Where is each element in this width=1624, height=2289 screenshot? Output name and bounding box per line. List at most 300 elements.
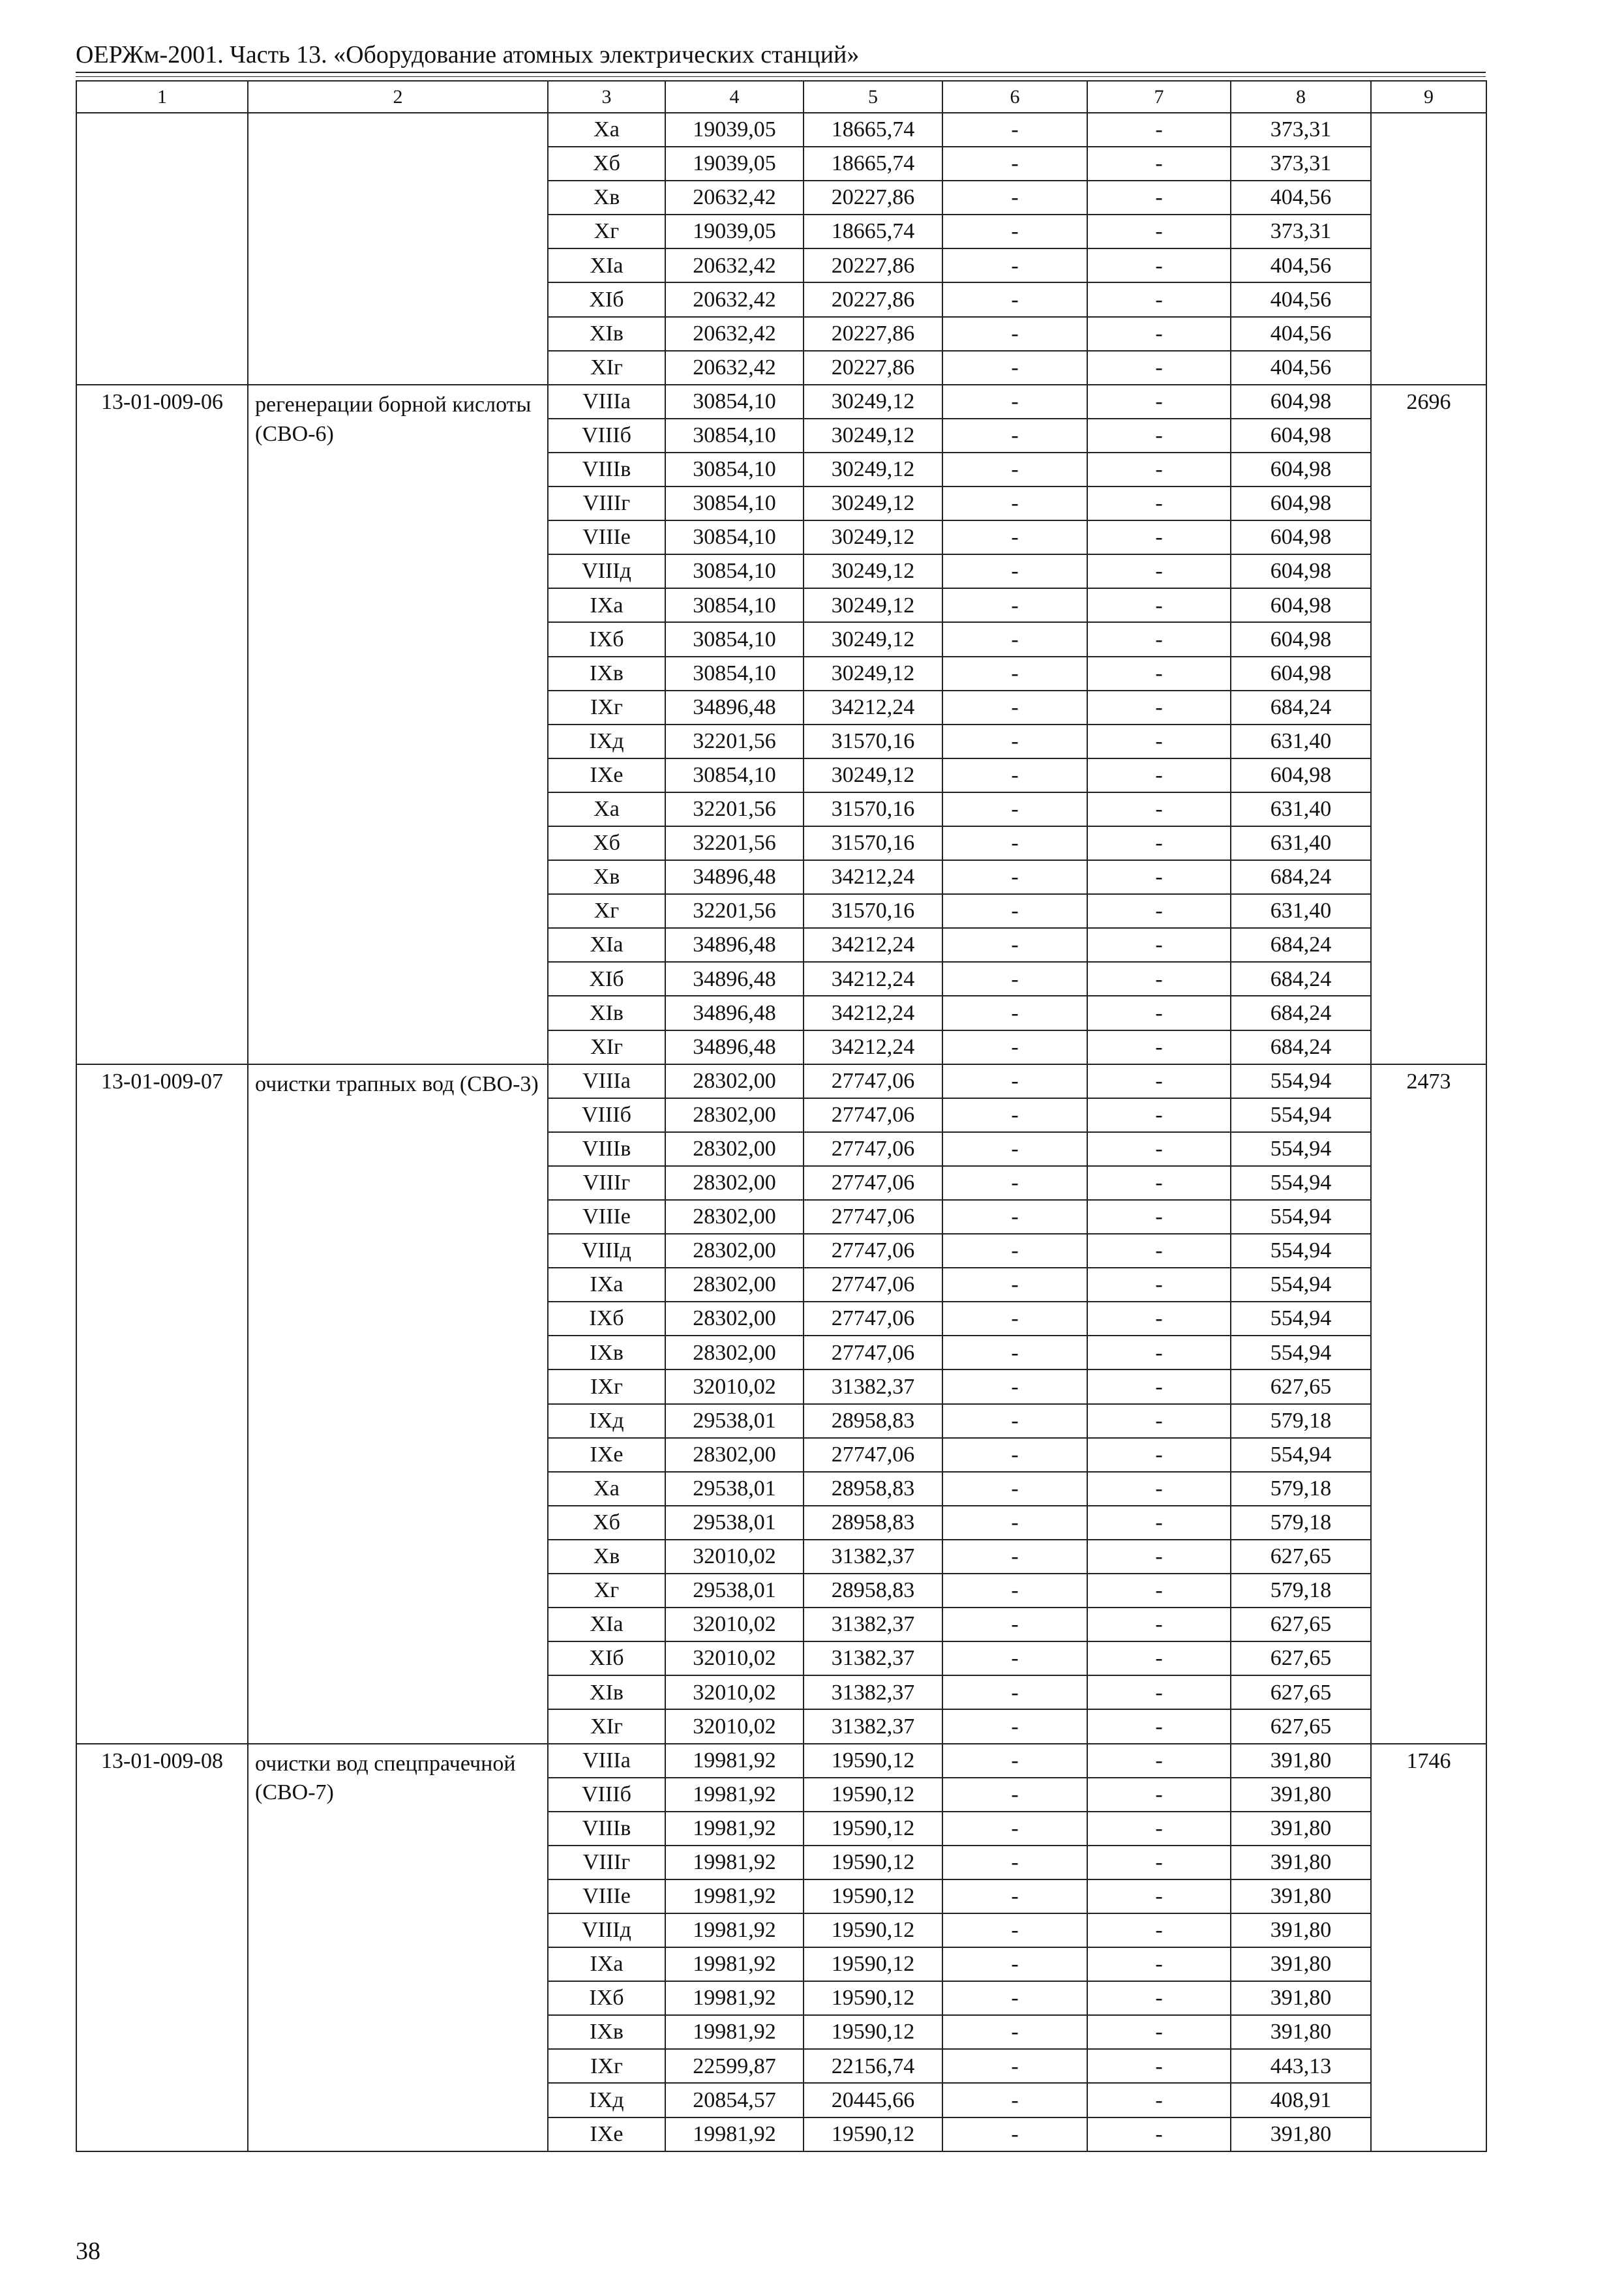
group-subtype: IХа	[548, 1947, 665, 1981]
labor-cost: -	[942, 1913, 1087, 1947]
total-cost: 20854,57	[665, 2083, 804, 2117]
labor-cost: -	[942, 1404, 1087, 1438]
table-body	[76, 81, 1486, 2151]
machine-cost: -	[1087, 419, 1231, 453]
labor-cost: -	[942, 1506, 1087, 1540]
materials-cost: 554,94	[1231, 1064, 1371, 1098]
rate-code	[76, 113, 248, 385]
machine-cost: -	[1087, 1200, 1231, 1234]
page-header-title: ОЕРЖм-2001. Часть 13. «Оборудование атомных электрических станций»	[76, 41, 860, 68]
equipment-cost: 34212,24	[804, 691, 942, 725]
materials-cost: 684,24	[1231, 928, 1371, 962]
machine-cost: -	[1087, 928, 1231, 962]
group-subtype: IХб	[548, 622, 665, 656]
labor-cost: -	[942, 1778, 1087, 1812]
total-cost: 32201,56	[665, 826, 804, 860]
column-number: 4	[665, 81, 804, 113]
group-subtype: Ха	[548, 792, 665, 826]
equipment-cost: 27747,06	[804, 1064, 942, 1098]
group-subtype: Хг	[548, 894, 665, 928]
group-subtype: VIIIг	[548, 1846, 665, 1879]
machine-cost: -	[1087, 1675, 1231, 1709]
group-subtype: IХе	[548, 1438, 665, 1472]
materials-cost: 579,18	[1231, 1404, 1371, 1438]
labor-cost: -	[942, 588, 1087, 622]
equipment-cost: 19590,12	[804, 1778, 942, 1812]
labor-cost: -	[942, 792, 1087, 826]
materials-cost: 684,24	[1231, 860, 1371, 894]
machine-cost: -	[1087, 1947, 1231, 1981]
total-cost: 19981,92	[665, 1913, 804, 1947]
labor-cost: -	[942, 2083, 1087, 2117]
machine-cost: -	[1087, 2083, 1231, 2117]
group-subtype: Ха	[548, 113, 665, 147]
column-9-value: 2473	[1371, 1064, 1486, 1744]
equipment-cost: 30249,12	[804, 554, 942, 588]
materials-cost: 391,80	[1231, 2117, 1371, 2151]
equipment-cost: 31570,16	[804, 826, 942, 860]
group-subtype: Хв	[548, 860, 665, 894]
materials-cost: 684,24	[1231, 1030, 1371, 1064]
column-9-value: 1746	[1371, 1744, 1486, 2151]
materials-cost: 391,80	[1231, 1879, 1371, 1913]
total-cost: 32010,02	[665, 1608, 804, 1641]
machine-cost: -	[1087, 1234, 1231, 1268]
equipment-cost: 31570,16	[804, 725, 942, 758]
total-cost: 32010,02	[665, 1675, 804, 1709]
page-number: 38	[76, 2237, 100, 2265]
total-cost: 19981,92	[665, 1846, 804, 1879]
group-subtype: IХд	[548, 2083, 665, 2117]
total-cost: 30854,10	[665, 657, 804, 691]
column-9-value	[1371, 113, 1486, 385]
equipment-cost: 30249,12	[804, 385, 942, 419]
materials-cost: 391,80	[1231, 1947, 1371, 1981]
table-row	[76, 1064, 1486, 1098]
total-cost: 19039,05	[665, 113, 804, 147]
equipment-cost: 19590,12	[804, 1812, 942, 1846]
labor-cost: -	[942, 1675, 1087, 1709]
labor-cost: -	[942, 1472, 1087, 1506]
column-number: 3	[548, 81, 665, 113]
equipment-cost: 22156,74	[804, 2049, 942, 2083]
group-subtype: ХIг	[548, 351, 665, 385]
labor-cost: -	[942, 1608, 1087, 1641]
labor-cost: -	[942, 215, 1087, 248]
machine-cost: -	[1087, 1744, 1231, 1778]
group-subtype: VIIIа	[548, 1064, 665, 1098]
equipment-cost: 31382,37	[804, 1540, 942, 1574]
machine-cost: -	[1087, 248, 1231, 282]
machine-cost: -	[1087, 1540, 1231, 1574]
equipment-cost: 34212,24	[804, 962, 942, 996]
equipment-cost: 30249,12	[804, 758, 942, 792]
equipment-cost: 30249,12	[804, 588, 942, 622]
equipment-cost: 20227,86	[804, 317, 942, 351]
materials-cost: 554,94	[1231, 1268, 1371, 1302]
machine-cost: -	[1087, 385, 1231, 419]
labor-cost: -	[942, 1132, 1087, 1166]
labor-cost: -	[942, 317, 1087, 351]
labor-cost: -	[942, 725, 1087, 758]
rate-name: очистки трапных вод (СВО-3)	[248, 1064, 548, 1744]
total-cost: 30854,10	[665, 554, 804, 588]
equipment-cost: 31382,37	[804, 1369, 942, 1403]
equipment-cost: 30249,12	[804, 419, 942, 453]
labor-cost: -	[942, 1438, 1087, 1472]
group-subtype: VIIIв	[548, 453, 665, 486]
machine-cost: -	[1087, 1506, 1231, 1540]
group-subtype: IХг	[548, 691, 665, 725]
group-subtype: IХа	[548, 1268, 665, 1302]
column-9-value: 2696	[1371, 385, 1486, 1064]
machine-cost: -	[1087, 1846, 1231, 1879]
equipment-cost: 27747,06	[804, 1132, 942, 1166]
equipment-cost: 30249,12	[804, 453, 942, 486]
labor-cost: -	[942, 113, 1087, 147]
equipment-cost: 27747,06	[804, 1200, 942, 1234]
total-cost: 30854,10	[665, 622, 804, 656]
materials-cost: 554,94	[1231, 1200, 1371, 1234]
group-subtype: VIIIе	[548, 520, 665, 554]
labor-cost: -	[942, 1981, 1087, 2015]
labor-cost: -	[942, 1064, 1087, 1098]
materials-cost: 627,65	[1231, 1369, 1371, 1403]
materials-cost: 631,40	[1231, 725, 1371, 758]
rate-name: очистки вод спецпрачечной (СВО-7)	[248, 1744, 548, 2151]
total-cost: 34896,48	[665, 1030, 804, 1064]
labor-cost: -	[942, 1879, 1087, 1913]
group-subtype: Хв	[548, 181, 665, 215]
materials-cost: 554,94	[1231, 1132, 1371, 1166]
table-row	[76, 1744, 1486, 1778]
labor-cost: -	[942, 1812, 1087, 1846]
equipment-cost: 20227,86	[804, 282, 942, 316]
materials-cost: 631,40	[1231, 792, 1371, 826]
labor-cost: -	[942, 1369, 1087, 1403]
column-number: 9	[1371, 81, 1486, 113]
total-cost: 32201,56	[665, 894, 804, 928]
group-subtype: ХIг	[548, 1709, 665, 1743]
machine-cost: -	[1087, 1064, 1231, 1098]
materials-cost: 554,94	[1231, 1336, 1371, 1369]
materials-cost: 408,91	[1231, 2083, 1371, 2117]
total-cost: 19981,92	[665, 1778, 804, 1812]
machine-cost: -	[1087, 657, 1231, 691]
labor-cost: -	[942, 1200, 1087, 1234]
equipment-cost: 31382,37	[804, 1641, 942, 1675]
equipment-cost: 19590,12	[804, 1981, 942, 2015]
column-number: 6	[942, 81, 1087, 113]
rate-name	[248, 113, 548, 385]
total-cost: 20632,42	[665, 282, 804, 316]
materials-cost: 684,24	[1231, 996, 1371, 1030]
equipment-cost: 27747,06	[804, 1234, 942, 1268]
materials-cost: 579,18	[1231, 1506, 1371, 1540]
machine-cost: -	[1087, 1812, 1231, 1846]
machine-cost: -	[1087, 2015, 1231, 2049]
machine-cost: -	[1087, 2049, 1231, 2083]
total-cost: 32010,02	[665, 1540, 804, 1574]
machine-cost: -	[1087, 113, 1231, 147]
total-cost: 32201,56	[665, 792, 804, 826]
materials-cost: 627,65	[1231, 1608, 1371, 1641]
total-cost: 30854,10	[665, 385, 804, 419]
machine-cost: -	[1087, 2117, 1231, 2151]
materials-cost: 627,65	[1231, 1709, 1371, 1743]
group-subtype: VIIIб	[548, 1778, 665, 1812]
materials-cost: 604,98	[1231, 588, 1371, 622]
machine-cost: -	[1087, 520, 1231, 554]
materials-cost: 391,80	[1231, 1744, 1371, 1778]
group-subtype: VIIIа	[548, 385, 665, 419]
total-cost: 32201,56	[665, 725, 804, 758]
group-subtype: ХIа	[548, 1608, 665, 1641]
group-subtype: VIIIе	[548, 1200, 665, 1234]
materials-cost: 443,13	[1231, 2049, 1371, 2083]
group-subtype: VIIIе	[548, 1879, 665, 1913]
labor-cost: -	[942, 554, 1087, 588]
group-subtype: IХд	[548, 725, 665, 758]
rate-code: 13-01-009-06	[76, 385, 248, 1064]
total-cost: 19981,92	[665, 1947, 804, 1981]
group-subtype: VIIIа	[548, 1744, 665, 1778]
total-cost: 28302,00	[665, 1132, 804, 1166]
materials-cost: 684,24	[1231, 691, 1371, 725]
materials-cost: 604,98	[1231, 520, 1371, 554]
equipment-cost: 31382,37	[804, 1608, 942, 1641]
group-subtype: VIIIг	[548, 1166, 665, 1200]
labor-cost: -	[942, 1166, 1087, 1200]
equipment-cost: 27747,06	[804, 1166, 942, 1200]
machine-cost: -	[1087, 1166, 1231, 1200]
group-subtype: VIIIв	[548, 1132, 665, 1166]
group-subtype: IХб	[548, 1302, 665, 1336]
machine-cost: -	[1087, 894, 1231, 928]
group-subtype: IХе	[548, 2117, 665, 2151]
rate-code: 13-01-009-07	[76, 1064, 248, 1744]
materials-cost: 604,98	[1231, 453, 1371, 486]
column-number: 8	[1231, 81, 1371, 113]
materials-cost: 631,40	[1231, 894, 1371, 928]
total-cost: 28302,00	[665, 1098, 804, 1132]
total-cost: 28302,00	[665, 1336, 804, 1369]
machine-cost: -	[1087, 1438, 1231, 1472]
materials-cost: 627,65	[1231, 1540, 1371, 1574]
group-subtype: VIIIв	[548, 1812, 665, 1846]
machine-cost: -	[1087, 1404, 1231, 1438]
total-cost: 19981,92	[665, 1879, 804, 1913]
rate-code: 13-01-009-08	[76, 1744, 248, 2151]
group-subtype: Хг	[548, 1574, 665, 1608]
materials-cost: 391,80	[1231, 1846, 1371, 1879]
labor-cost: -	[942, 1098, 1087, 1132]
labor-cost: -	[942, 996, 1087, 1030]
total-cost: 28302,00	[665, 1438, 804, 1472]
group-subtype: VIIIд	[548, 554, 665, 588]
machine-cost: -	[1087, 1913, 1231, 1947]
group-subtype: ХIб	[548, 282, 665, 316]
equipment-cost: 19590,12	[804, 1744, 942, 1778]
group-subtype: ХIв	[548, 317, 665, 351]
equipment-cost: 28958,83	[804, 1404, 942, 1438]
group-subtype: ХIа	[548, 248, 665, 282]
group-subtype: Хб	[548, 826, 665, 860]
materials-cost: 373,31	[1231, 147, 1371, 181]
materials-cost: 404,56	[1231, 317, 1371, 351]
total-cost: 19039,05	[665, 215, 804, 248]
total-cost: 20632,42	[665, 351, 804, 385]
group-subtype: ХIг	[548, 1030, 665, 1064]
total-cost: 28302,00	[665, 1200, 804, 1234]
materials-cost: 404,56	[1231, 282, 1371, 316]
machine-cost: -	[1087, 725, 1231, 758]
machine-cost: -	[1087, 1574, 1231, 1608]
equipment-cost: 34212,24	[804, 928, 942, 962]
total-cost: 32010,02	[665, 1709, 804, 1743]
total-cost: 19981,92	[665, 1981, 804, 2015]
total-cost: 29538,01	[665, 1404, 804, 1438]
equipment-cost: 27747,06	[804, 1302, 942, 1336]
machine-cost: -	[1087, 554, 1231, 588]
total-cost: 29538,01	[665, 1472, 804, 1506]
labor-cost: -	[942, 1846, 1087, 1879]
labor-cost: -	[942, 622, 1087, 656]
materials-cost: 373,31	[1231, 215, 1371, 248]
group-subtype: VIIIд	[548, 1234, 665, 1268]
total-cost: 34896,48	[665, 691, 804, 725]
total-cost: 19981,92	[665, 2117, 804, 2151]
equipment-cost: 27747,06	[804, 1438, 942, 1472]
equipment-cost: 27747,06	[804, 1098, 942, 1132]
header-rule	[76, 72, 1486, 73]
materials-cost: 404,56	[1231, 351, 1371, 385]
machine-cost: -	[1087, 826, 1231, 860]
group-subtype: IХг	[548, 1369, 665, 1403]
total-cost: 34896,48	[665, 962, 804, 996]
materials-cost: 604,98	[1231, 486, 1371, 520]
machine-cost: -	[1087, 317, 1231, 351]
materials-cost: 631,40	[1231, 826, 1371, 860]
total-cost: 19981,92	[665, 2015, 804, 2049]
machine-cost: -	[1087, 453, 1231, 486]
column-number: 7	[1087, 81, 1231, 113]
group-subtype: ХIб	[548, 1641, 665, 1675]
machine-cost: -	[1087, 996, 1231, 1030]
total-cost: 32010,02	[665, 1641, 804, 1675]
labor-cost: -	[942, 181, 1087, 215]
machine-cost: -	[1087, 1030, 1231, 1064]
group-subtype: VIIIд	[548, 1913, 665, 1947]
equipment-cost: 18665,74	[804, 113, 942, 147]
group-subtype: ХIб	[548, 962, 665, 996]
total-cost: 34896,48	[665, 860, 804, 894]
materials-cost: 391,80	[1231, 1913, 1371, 1947]
group-subtype: Хв	[548, 1540, 665, 1574]
labor-cost: -	[942, 1540, 1087, 1574]
total-cost: 30854,10	[665, 520, 804, 554]
group-subtype: Хб	[548, 1506, 665, 1540]
equipment-cost: 28958,83	[804, 1472, 942, 1506]
materials-cost: 554,94	[1231, 1438, 1371, 1472]
equipment-cost: 19590,12	[804, 1913, 942, 1947]
machine-cost: -	[1087, 1098, 1231, 1132]
machine-cost: -	[1087, 860, 1231, 894]
total-cost: 28302,00	[665, 1166, 804, 1200]
labor-cost: -	[942, 1336, 1087, 1369]
equipment-cost: 30249,12	[804, 486, 942, 520]
total-cost: 30854,10	[665, 419, 804, 453]
equipment-cost: 31570,16	[804, 792, 942, 826]
equipment-cost: 19590,12	[804, 1879, 942, 1913]
materials-cost: 627,65	[1231, 1675, 1371, 1709]
labor-cost: -	[942, 928, 1087, 962]
group-subtype: VIIIг	[548, 486, 665, 520]
labor-cost: -	[942, 419, 1087, 453]
total-cost: 34896,48	[665, 996, 804, 1030]
machine-cost: -	[1087, 215, 1231, 248]
group-subtype: IХа	[548, 588, 665, 622]
group-subtype: Ха	[548, 1472, 665, 1506]
group-subtype: IХв	[548, 657, 665, 691]
materials-cost: 391,80	[1231, 1981, 1371, 2015]
labor-cost: -	[942, 248, 1087, 282]
machine-cost: -	[1087, 1369, 1231, 1403]
labor-cost: -	[942, 691, 1087, 725]
materials-cost: 579,18	[1231, 1472, 1371, 1506]
materials-cost: 604,98	[1231, 554, 1371, 588]
materials-cost: 404,56	[1231, 248, 1371, 282]
equipment-cost: 31382,37	[804, 1709, 942, 1743]
group-subtype: Хб	[548, 147, 665, 181]
total-cost: 19981,92	[665, 1812, 804, 1846]
materials-cost: 579,18	[1231, 1574, 1371, 1608]
equipment-cost: 19590,12	[804, 1947, 942, 1981]
group-subtype: IХг	[548, 2049, 665, 2083]
materials-cost: 554,94	[1231, 1302, 1371, 1336]
labor-cost: -	[942, 894, 1087, 928]
labor-cost: -	[942, 860, 1087, 894]
machine-cost: -	[1087, 147, 1231, 181]
equipment-cost: 18665,74	[804, 147, 942, 181]
equipment-cost: 30249,12	[804, 520, 942, 554]
column-number: 2	[248, 81, 548, 113]
machine-cost: -	[1087, 351, 1231, 385]
materials-cost: 391,80	[1231, 1812, 1371, 1846]
materials-cost: 604,98	[1231, 657, 1371, 691]
machine-cost: -	[1087, 1336, 1231, 1369]
labor-cost: -	[942, 282, 1087, 316]
materials-cost: 627,65	[1231, 1641, 1371, 1675]
group-subtype: IХв	[548, 2015, 665, 2049]
group-subtype: IХв	[548, 1336, 665, 1369]
total-cost: 20632,42	[665, 248, 804, 282]
labor-cost: -	[942, 1268, 1087, 1302]
equipment-cost: 28958,83	[804, 1506, 942, 1540]
table-row	[76, 385, 1486, 419]
total-cost: 20632,42	[665, 181, 804, 215]
equipment-cost: 27747,06	[804, 1268, 942, 1302]
total-cost: 30854,10	[665, 486, 804, 520]
equipment-cost: 31382,37	[804, 1675, 942, 1709]
materials-cost: 554,94	[1231, 1234, 1371, 1268]
total-cost: 28302,00	[665, 1268, 804, 1302]
machine-cost: -	[1087, 282, 1231, 316]
total-cost: 34896,48	[665, 928, 804, 962]
machine-cost: -	[1087, 792, 1231, 826]
machine-cost: -	[1087, 1608, 1231, 1641]
materials-cost: 554,94	[1231, 1098, 1371, 1132]
